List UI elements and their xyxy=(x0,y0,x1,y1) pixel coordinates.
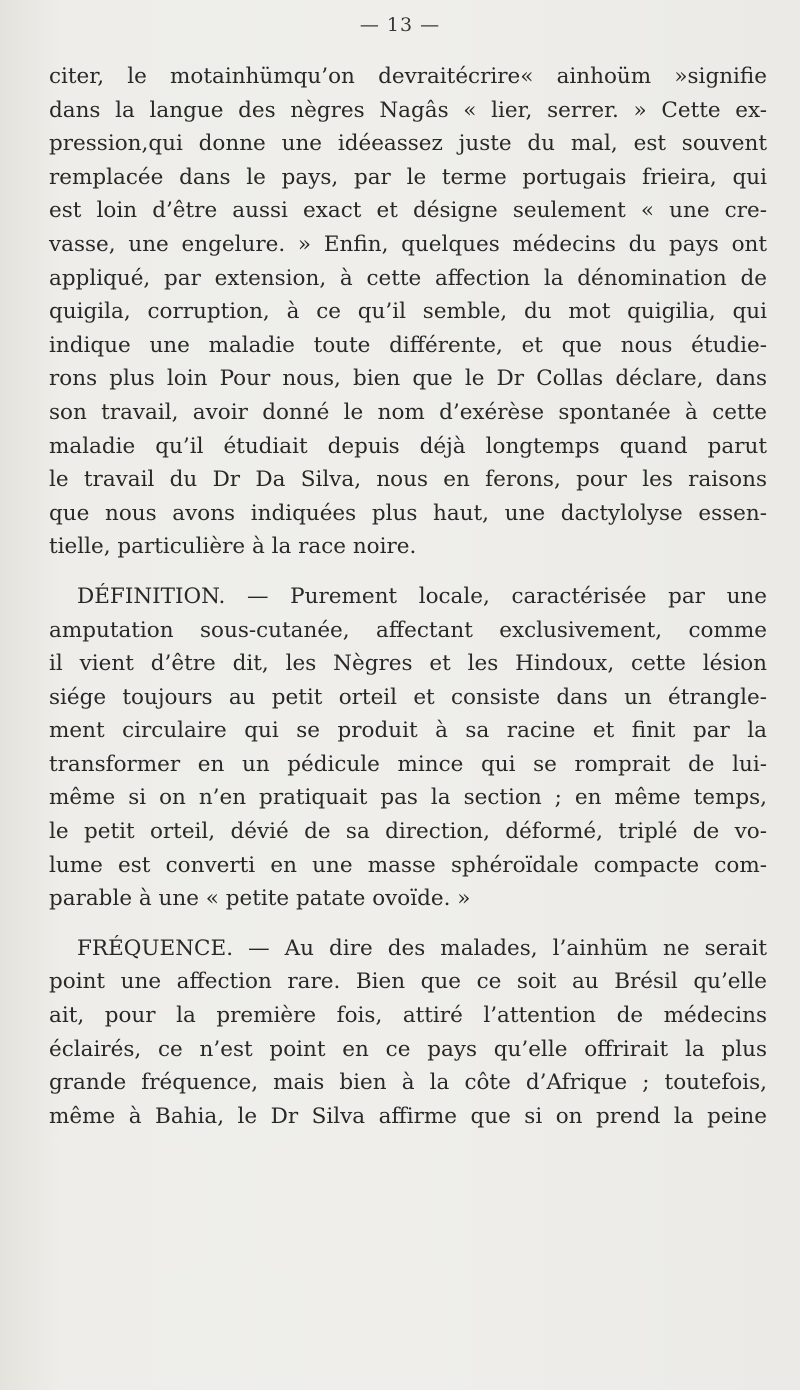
text-line: maladie qu’il étudiait depuis déjà longtemps quand parut xyxy=(49,433,767,459)
paragraph-definition xyxy=(49,580,767,916)
text-line: tielle, particulière à la race noire. xyxy=(49,534,417,560)
text-line: indique une maladie toute différente, et que nous étudie- xyxy=(49,332,767,358)
section-heading-definition: DÉFINITION. — Purement locale, caractérisée par une xyxy=(77,583,767,609)
paragraph-frequency xyxy=(49,932,767,1134)
text-line: siége toujours au petit orteil et consiste dans un étrangle- xyxy=(49,684,767,710)
text-line: lume est converti en une masse sphéroïdale compacte com- xyxy=(49,852,767,878)
text-line: même si on n’en pratiquait pas la section ; en même temps, xyxy=(49,785,767,811)
text-line: quigila, corruption, à ce qu’il semble, du mot quigilia, qui xyxy=(49,299,767,325)
text-line: pression,qui donne une idéeassez juste du mal, est souvent xyxy=(49,131,767,157)
text-line: est loin d’être aussi exact et désigne seulement « une cre- xyxy=(49,198,767,224)
page-number: — 13 — xyxy=(359,14,441,36)
text-line: appliqué, par extension, à cette affection la dénomination de xyxy=(49,265,767,291)
text-line: parable à une « petite patate ovoïde. » xyxy=(49,886,471,912)
text-line: citer, le motainhümqu’on devraitécrire« ainhoüm »signifie xyxy=(49,64,767,89)
text-line: grande fréquence, mais bien à la côte d’Afrique ; toutefois, xyxy=(49,1070,767,1096)
text-line: ait, pour la première fois, attiré l’attention de médecins xyxy=(49,1003,767,1029)
text-line: rons plus loin Pour nous, bien que le Dr Collas déclare, dans xyxy=(49,366,767,392)
text-line: point une affection rare. Bien que ce soit au Brésil qu’elle xyxy=(49,969,767,995)
text-line: dans la langue des nègres Nagâs « lier, serrer. » Cette ex- xyxy=(49,97,767,123)
text-line: vasse, une engelure. » Enfin, quelques médecins du pays ont xyxy=(49,231,767,257)
text-line: remplacée dans le pays, par le terme portugais frieira, qui xyxy=(49,164,767,190)
body-text xyxy=(49,60,767,1133)
text-line: transformer en un pédicule mince qui se romprait de lui- xyxy=(49,751,767,777)
text-line: son travail, avoir donné le nom d’exérèse spontanée à cette xyxy=(49,399,767,425)
text-line: le petit orteil, dévié de sa direction, déformé, triplé de vo- xyxy=(49,819,767,845)
paragraph-intro xyxy=(49,60,767,564)
text-line: le travail du Dr Da Silva, nous en ferons, pour les raisons xyxy=(49,467,767,493)
section-heading-frequency: FRÉQUENCE. — Au dire des malades, l’ainhüm ne serait xyxy=(77,935,767,961)
text-line: amputation sous-cutanée, affectant exclusivement, comme xyxy=(49,617,767,643)
text-line: ment circulaire qui se produit à sa racine et finit par la xyxy=(49,718,767,744)
text-line: que nous avons indiquées plus haut, une dactylolyse essen- xyxy=(49,500,767,526)
text-line: même à Bahia, le Dr Silva affirme que si on prend la peine xyxy=(49,1103,767,1129)
text-line: éclairés, ce n’est point en ce pays qu’elle offrirait la plus xyxy=(49,1036,767,1062)
text-line: il vient d’être dit, les Nègres et les Hindoux, cette lésion xyxy=(49,651,767,677)
